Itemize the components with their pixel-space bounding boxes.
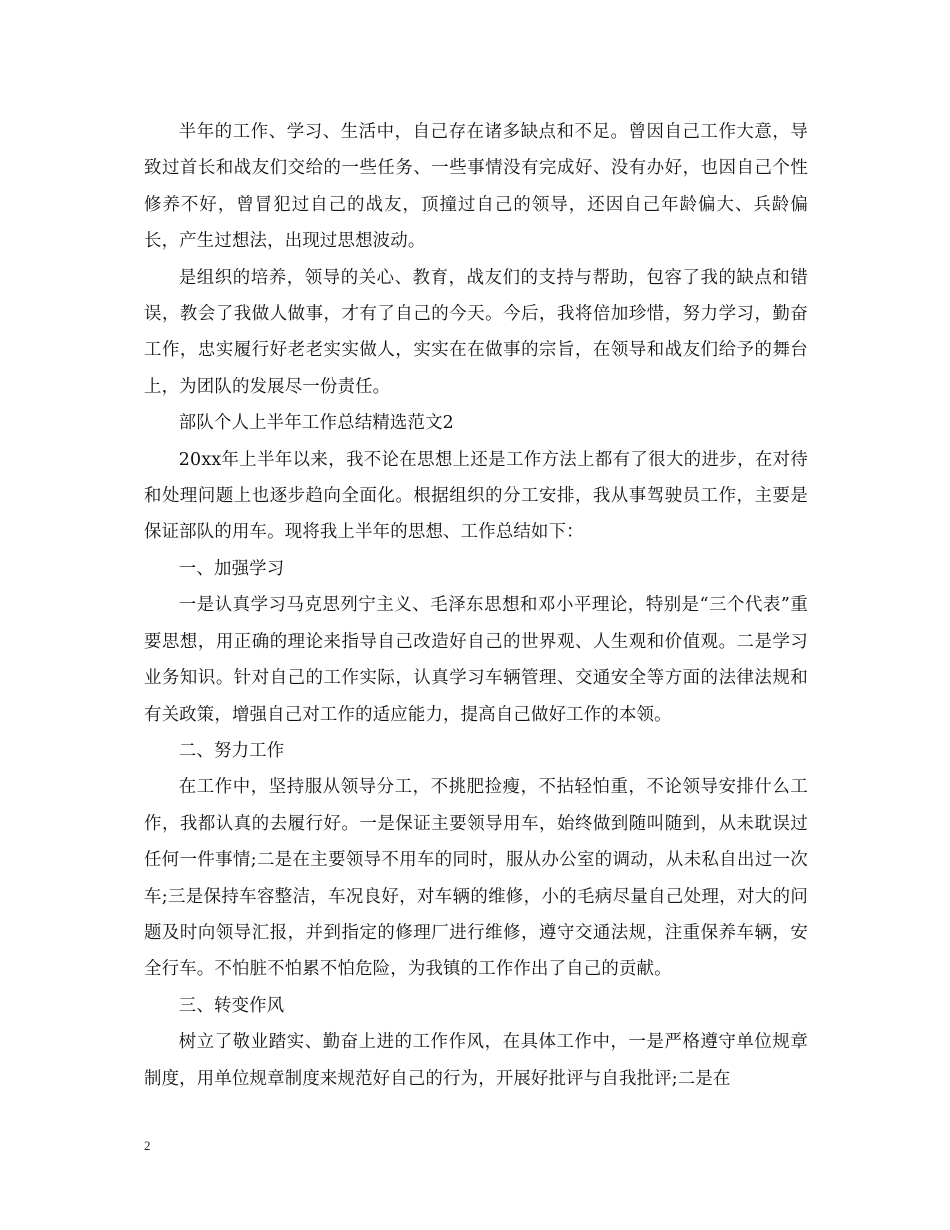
paragraph-study: 一是认真学习马克思列宁主义、毛泽东思想和邓小平理论，特别是“三个代表”重要思想，用正确的理论来指导自己改造好自己的世界观、人生观和价值观。二是学习业务知识。针对自己的工作实际，认真学习车辆管理、交通安全等方面的法律法规和有关政策，增强自己对工作的适应能力，提高自己做好工作的本领。 xyxy=(144,595,808,725)
paragraph-style: 树立了敬业踏实、勤奋上进的工作作风，在具体工作中，一是严格遵守单位规章制度，用单位规章制度来规范好自己的行为，开展好批评与自我批评;二是在 xyxy=(144,1032,808,1089)
page-number: 2 xyxy=(144,1138,151,1153)
paragraph-intro: 20xx年上半年以来，我不论在思想上还是工作方法上都有了很大的进步，在对待和处理问题上也逐步趋向全面化。根据组织的分工安排，我从事驾驶员工作，主要是保证部队的用车。现将我上半年的思想、工作总结如下： xyxy=(144,449,808,543)
paragraph-work: 在工作中，坚持服从领导分工，不挑肥捡瘦，不拈轻怕重，不论领导安排什么工作，我都认真的去履行好。一是保证主要领导用车，始终做到随叫随到，从未耽误过任何一件事情;二是在主要领导不用车的同时，服从办公室的调动，从未私自出过一次车;三是保持车容整洁，车况良好，对车辆的维修，小的毛病尽量自己处理，对大的问题及时向领导汇报，并到指定的修理厂进行维修，遵守交通法规，注重保养车辆，安全行车。不怕脏不怕累不怕危险，为我镇的工作作出了自己的贡献。 xyxy=(144,777,808,980)
section-title-sample-2: 部队个人上半年工作总结精选范文2 xyxy=(178,413,454,434)
paragraph-gratitude: 是组织的培养，领导的关心、教育，战友们的支持与帮助，包容了我的缺点和错误，教会了我做人做事，才有了自己的今天。今后，我将倍加珍惜，努力学习，勤奋工作，忠实履行好老老实实做人，实实在在做事的宗旨，在领导和战友们给予的舞台上，为团队的发展尽一份责任。 xyxy=(144,267,808,397)
document-body xyxy=(144,114,808,1097)
heading-work: 二、努力工作 xyxy=(178,740,285,761)
paragraph-shortcomings: 半年的工作、学习、生活中，自己存在诸多缺点和不足。曾因自己工作大意，导致过首长和战友们交给的一些任务、一些事情没有完成好、没有办好，也因自己个性修养不好，曾冒犯过自己的战友，顶撞过自己的领导，还因自己年龄偏大、兵龄偏长，产生过想法，出现过思想波动。 xyxy=(144,122,808,252)
heading-study: 一、加强学习 xyxy=(178,558,285,579)
heading-style: 三、转变作风 xyxy=(178,995,285,1016)
